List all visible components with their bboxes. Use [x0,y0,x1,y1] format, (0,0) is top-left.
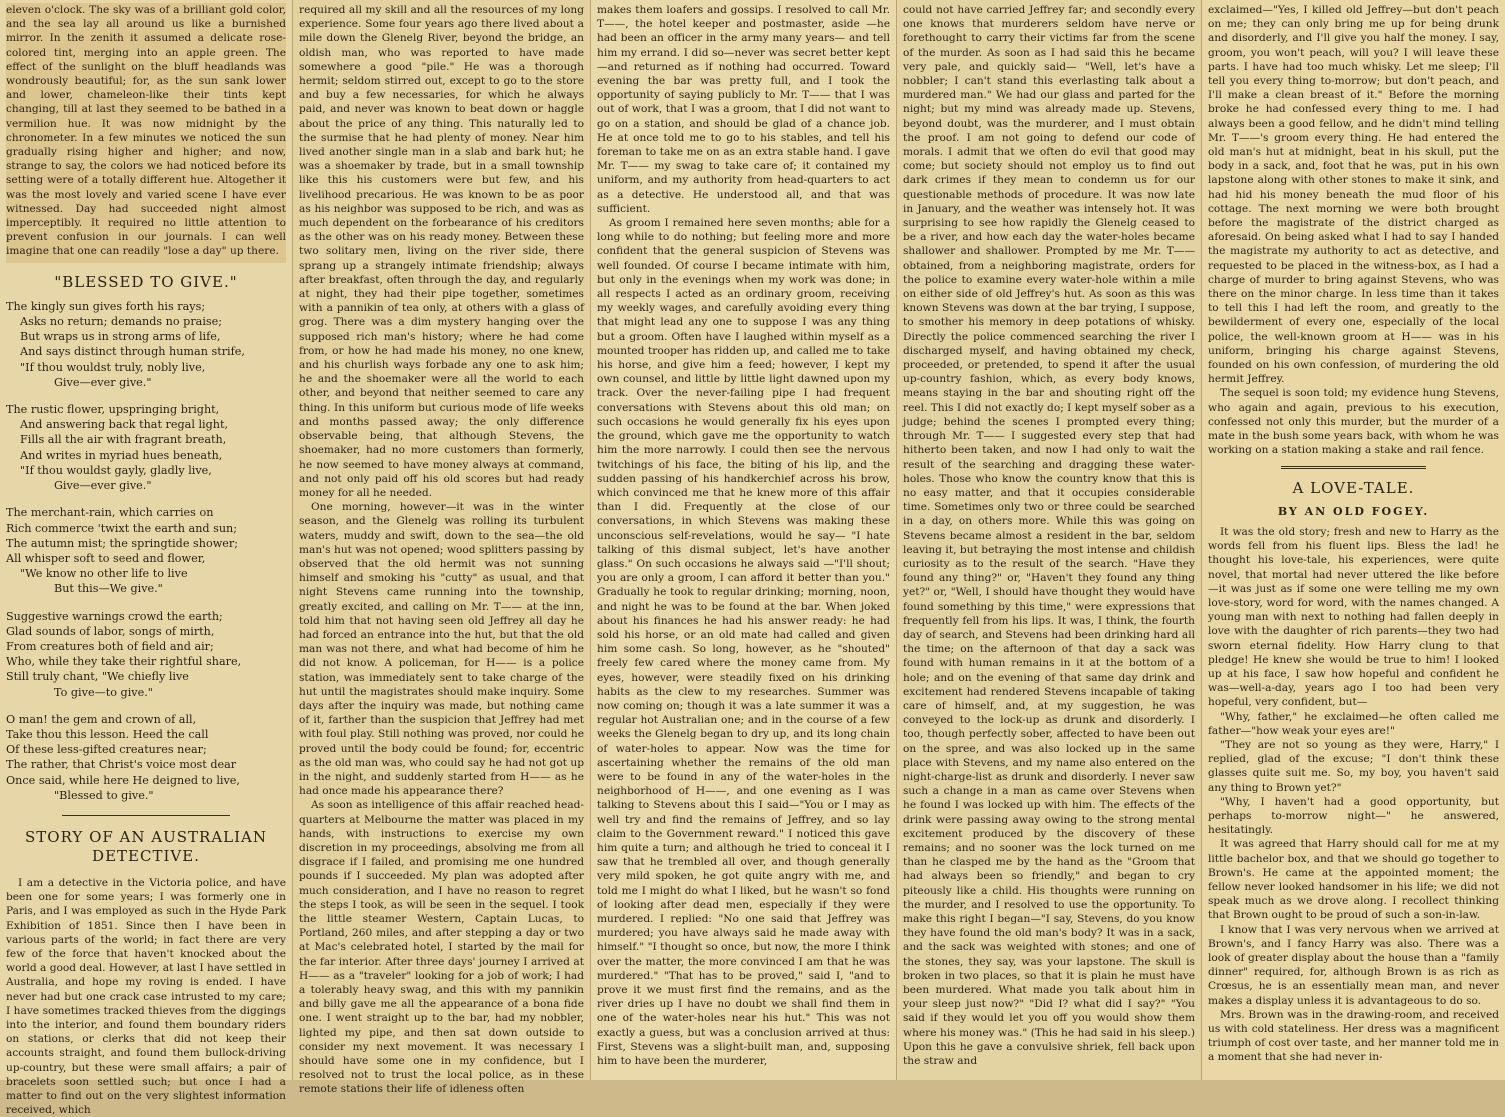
poem-line: Glad sounds of labor, songs of mirth, [6,624,215,638]
poem-line: Take thou this lesson. Heed the call [6,727,209,741]
poem-stanza-3 [6,505,286,596]
poem-line: The kingly sun gives forth his rays; [6,299,206,313]
story-paragraph: The sequel is soon told; my evidence hung Stevens, who again and again, previous to his execution, confessed not only this murder, but the murder of a mate in the bush some years back, with whom he was working on a station making a stake and rail fence. [1208,387,1499,457]
poem-line: Of these less-gifted creatures near; [6,743,207,757]
love-tale-paragraph: It was the old story; fresh and new to Harry as the words fell from his fluent lips. Bless the lad! he thought his love-tale, his experiences, were quite novel, that mortal had never uttered the like before —it was just as if some one were telling me my own love-story, word for word, with the names changed. A young man with next to nothing had fallen deeply in love with the daughter of rich parents—they two had sworn eternal fidelity. How Harry clung to that pledge! He knew she would be true to him! I looked up at his face, I saw how hopeful and confident he was—well-a-day, years ago I too had been very hopeful, very confident, but— [1208,525,1499,709]
poem-line: "If thou wouldst gayly, gladly live, [20,463,212,477]
story-paragraph: One morning, however—it was in the winter season, and the Glenelg was rolling its turbulent waters, muddy and swift, down to the sea—the old man's hut was not opened; wood splitters passing by observed that the old hermit was not sunning himself and smoking his "cutty" as usual, and that night Stevens came running into the township, greatly excited, and calling on Mr. T—— at the inn, told him that not having seen old Jeffrey all day he had forced an entrance into the hut, but that the old man was not there, and what had become of him he did not know. A policeman, for H—— is a police station, was immediately sent to take charge of the hut until the magistrates should make inquiry. Some days after the inquiry was made, but nothing came of it, farther than the suspicion that Jeffrey had met with foul play. Still nothing was proved, nor could he proved until the body could be found; for, eccentric as the old man was, who could say he had not got up in the night, and suddenly started from H—— as he had once made his appearance there? [299,501,584,798]
poem-line: And writes in myriad hues beneath, [20,448,223,462]
love-tale-paragraph: It was agreed that Harry should call for me at my little bachelor box, and that we should go together to Brown's. He came at the appointed moment; the fellow never looked handsomer in his life; we did not speak much as we drove along. I recollect thinking that Brown ought to be proud of such a son-in-law. [1208,838,1499,922]
story-paragraph: As soon as intelligence of this affair reached head-quarters at Melbourne the matter was placed in my hands, with instructions to exercise my own discretion in my proceedings, absolving me from all disgrace if I failed, and promising me one hundred pounds if I succeeded. My plan was adopted after much consideration, and I have no reason to regret the steps I took, as will be seen in the sequel. I took the little steamer Western, Captain Lucas, to Portland, 260 miles, and after stepping a day or two at Mac's celebrated hotel, I started by the mail for the far interior. After three days' journey I arrived at H—— as a "traveler" looking for a job of work; I had a tolerably heavy swag, and this with my pannikin and billy gave me all the appearance of a bona fide one. I went straight up to the bar, had my nobbler, lighted my pipe, and then sat down outside to consider my next movement. It was necessary I should have some one in my confidence, but I resolved not to trust the local police, as in these remote stations their life of idleness often [299,799,584,1096]
story-paragraph: exclaimed—"Yes, I killed old Jeffrey—but don't peach on me; they can only bring me up for being drunk and disorderly, and I'll give you half the money. I say, groom, you won't peach, will you? I will leave these parts. I have had too much whisky. Let me sleep; I'll tell you every thing to-morrow; but don't peach, and I'll make a clean breast of it." Before the morning broke he had confessed every thing to me. I had always been a good fellow, and he didn't mind telling Mr. T——'s groom every thing. He had entered the old man's hut at midnight, beat in his skull, put the body in a sack, and, foot that he was, put in his own lapstone along with other stones to make it sink, and had hid his money beneath the mud floor of his cottage. The next morning we were both brought before the magistrate of the district charged as aforesaid. On being asked what I had to say I handed the magistrate my authority to act as detective, and requested to be placed in the witness-box, as I had a charge of murder to bring against Stevens, who was there on the minor charge. In less time than it takes to tell this I had left the room, and greatly to the bewilderment of every one, especially of the local police, the well-known groom at H—— was in his uniform, bringing his charge against Stevens, founded on his own confession, of murdering the old hermit Jeffrey. [1208,4,1499,386]
love-tale-title: A LOVE-TALE. [1292,478,1415,497]
story-title: STORY OF AN AUSTRALIAN DETECTIVE. [24,827,267,865]
poem-line: Suggestive warnings crowd the earth; [6,609,223,623]
poem-stanza-4 [6,609,286,700]
column-2 [293,0,591,1096]
poem-line: But this—We give." [54,582,163,596]
poem-line: Still truly chant, "We chiefly live [6,670,189,684]
love-tale-paragraph: I know that I was very nervous when we arrived at Brown's, and I fancy Harry was also. There was a look of greater display about the house than a "family dinner" required, for, although Brown is as rich as Crœsus, he is an essentially mean man, and never makes a display unless it is advantageous to do so. [1208,923,1499,1007]
poem-line: "We know no other life to live [20,567,188,581]
poem-line: But wraps us in strong arms of life, [20,330,221,344]
poem-line: Who, while they take their rightful share, [6,655,242,669]
story-paragraph: I am a detective in the Victoria police, and have been one for some years; I was formerly one in Paris, and I was employed as such in the Hyde Park Exhibition of 1851. Since then I have been in various parts of the world; in fact there are very few of the force that haven't knocked about the world a good deal. However, at last I have settled in Australia, and hope my roving is ended. I have never had but one crack case intrusted to my care; I have sometimes tracked thieves from the diggings into the interior, and found them boundary riders on stations, or clerks that did not keep their accounts straight, and found them bullock-driving up-country, but these were small affairs; a pair of bracelets soon settled such; but once I had a matter to find out on the very slightest information received, which [6,876,287,1117]
love-tale-paragraph: "They are not so young as they were, Harry," I replied, glad of the excuse; "I don't think these glasses quite suit me. So, my boy, you haven't said any thing to Brown yet?" [1208,738,1499,794]
poem-line: Rich commerce 'twixt the earth and sun; [6,521,238,535]
poem-stanza-5 [6,712,286,803]
column-3 [591,0,897,1080]
arctic-sunset-text: eleven o'clock. The sky was of a brilliant gold color, and the sea lay all around us like a burnished mirror. In the zenith it assumed a delicate rose-colored tint, merging into an apple green. The effect of the sunlight on the bluff headlands was wondrously beautiful; for, as the sun sank lower and lower, chameleon-like their tints kept changing, till at last they seemed to be bathed in a vermilion hue. It was now midnight by the chronometer. In a few minutes we noticed the sun gradually rising higher and higher; and now, strange to say, the colors we had noticed before its setting were of a totally different hue. Altogether it was the most lovely and varied scene I have ever witnessed. Day had succeeded night almost imperceptibly. It required no little attention to prevent confusion in our journals. I can well imagine that one can readily "lose a day" up there. [6,4,286,258]
poem-line: Give—ever give." [54,375,152,389]
poem-line: Asks no return; demands no praise; [20,315,223,329]
poem-stanza-1 [6,299,286,390]
poem-line: Once said, while here He deigned to live, [6,773,240,787]
love-tale-byline: BY AN OLD FOGEY. [1277,504,1430,518]
section-divider [1281,466,1427,469]
section-divider [62,815,230,816]
poem-line: To give—to give." [54,685,153,699]
poem-line: "If thou wouldst truly, nobly live, [20,360,206,374]
poem-line: All whisper soft to seed and flower, [6,551,206,565]
poem-line: And says distinct through human strife, [20,345,245,359]
story-paragraph: required all my skill and all the resources of my long experience. Some four years ago there lived about a mile down the Glenelg River, beyond the bridge, an oldish man, who was reported to have made somewhere a good "pile." He was a thorough hermit; seldom stirred out, except to go to the store and buy a few necessaries, for which he always paid, and never was known to beat down or haggle about the price of any thing. This naturally led to the surmise that he had plenty of money. Near him lived another single man in a slab and bark hut; he was a shoemaker by trade, but in a small township like this his customers were but few, and his livelihood precarious. He was known to be as poor as his neighbor was supposed to be rich, and was as much dependent on the forbearance of his creditors as the other was on his ready money. Between these two solitary men, living on the river side, there sprang up a strangely intimate friendship; always after breakfast, often through the day, and regularly at night, they had their pipe together, sometimes with a pannikin of tea only, at others with a glass of grog. There was a dim mystery hanging over the supposed rich man's history; where he had come from, or how he had made his money, no one knew, and his churlish ways forbade any one to ask him; he and the shoemaker were all the world to each other, and beyond that neither seemed to care any thing. In this uniform but curious mode of life weeks and months passed away; the only difference observable being, that although Stevens, the shoemaker, had no more customers than formerly, he now seemed to have money always at command, and not only paid off his old scores but had ready money for all he needed. [299,4,584,499]
love-tale-paragraph: "Why, father," he exclaimed—he often called me father—"how weak your eyes are!" [1208,710,1499,737]
love-tale-paragraph: Mrs. Brown was in the drawing-room, and received us with cold stateliness. Her dress was a magnificent triumph of cost over taste, and her manner told me in a moment that she had never in- [1208,1008,1499,1064]
column-5 [1202,0,1505,1080]
poem-line: The merchant-rain, which carries on [6,506,214,520]
column-4 [897,0,1202,1080]
poem-line: From creatures both of field and air; [6,639,214,653]
story-paragraph: could not have carried Jeffrey far; and secondly every one knows that murderers seldom have nerve or forethought to carry their victims far from the scene of the murder. As soon as I had said this he became very pale, and quickly said— "Well, let's have a nobbler; I can't stand this everlasting talk about a murdered man." We had our glass and parted for the night; but my mind was already made up. Stevens, beyond doubt, was the murderer, and I must obtain the proof. I am not going to defend our code of morals. I admit that we often do evil that good may come; but society should not employ us to find out dark crimes if they mean to condemn us for our questionable methods of procedure. It was now late in January, and the weather was intensely hot. It was surprising to see how rapidly the Glenelg ceased to be a river, and how each day the water-holes became shallower and shallower. Prompted by me Mr. T—— obtained, from a neighboring magistrate, orders for the police to examine every water-hole within a mile on either side of old Jeffrey's hut. As soon as this was known Stevens was down at the bar trying, I suppose, to smother his memory in deep potations of whisky. Directly the police commenced searching the river I discharged myself, and having obtained my check, proceeded, or pretended, to spend it after the usual up-country fashion, which, as every body knows, means staying in the bar and shouting right off the reel. This I did not exactly do; I kept myself sober as a judge; behind the scenes I prompted every thing; through Mr. T—— I suggested every step that had hitherto been taken, and now I had only to wait the result of the searching and dragging these water-holes. Those who know the country know that this is no easy matter, and that it occupies considerable time. Sometimes only two or three could be searched in a day, on others more. While this was going on Stevens became almost a resident in the bar, seldom leaving it, but betraying the most intense and childish curiosity as to the result of the search. "Have they found any thing?" or, "Haven't they found any thing yet?" or, "Well, I should have thought they would have found something by this time," were expressions that frequently fell from his lips. It was, I think, the fourth day of search, and Stevens had been drinking hard all the time; on the afternoon of that day a sack was found with human remains in it at the bottom of a hole; and on the evening of that same day drink and excitement had rendered Stevens incapable of taking care of himself, and, at my suggestion, he was conveyed to the lock-up as drunk and disorderly. I too, though perfectly sober, affected to have been out on the spree, and was also locked up in the same place with Stevens, and my name also entered on the night-charge-list as drunk and disorderly. I never saw such a change in a man as came over Stevens when he found I was locked up with him. The effects of the drink were passing away owing to the strong mental excitement produced by the discovery of these remains; and no sooner was the lock turned on me than he clasped me by the hand as the "Groom that had always been so friendly," and began to cry piteously like a child. His thoughts were running on the murder, and I resolved to use the opportunity. To make this right I began—"I say, Stevens, do you know they have found the old man's body? It was in a sack, and the sack was weighted with stones; and one of the stones, they say, was your lapstone. The skull is broken in two places, so that it is plain he must have been murdered. What made you talk about him in your sleep just now?" "Did I? what did I say?" "You said if they would let you off you would show them where his money was." (This he had said in his sleep.) Upon this he gave a convulsive shriek, fell back upon the straw and [903,4,1195,1068]
story-paragraph: makes them loafers and gossips. I resolved to call Mr. T——, the hotel keeper and postmaster, aside —he had been an officer in the army many years— and tell him my errand. I did so—never was secret better kept—and returned as if nothing had occurred. Toward evening the bar was pretty full, and I took the opportunity of saying publicly to Mr. T—— that I was out of work, that I was a groom, that I did not want to go on a station, and should be glad of a chance job. He at once told me to go to his stables, and tell his foreman to take me on as an extra stable hand. I gave Mr. T—— my swag to take care of; it contained my uniform, and my authority from head-quarters to act as a detective. He understood all, and that was sufficient. [597,4,890,215]
poem-line: The rustic flower, upspringing bright, [6,403,220,417]
column-1 [0,0,293,1117]
poem-line: "Blessed to give." [54,788,154,802]
poem-line: The autumn mist; the springtide shower; [6,536,239,550]
poem-stanza-2 [6,402,286,493]
story-paragraph: As groom I remained here seven months; able for a long while to do nothing; but feeling more and more confident that the general suspicion of Stevens was well founded. Of course I became intimate with him, but only in the evenings when my work was done; in all respects I acted as an ordinary groom, receiving my weekly wages, and carefully avoiding every thing that might lead any one to suppose I was any thing but a groom. Often have I laughed within myself as a mounted trooper has ridden up, and called me to take his horse, and give him a feed; however, I kept my own counsel, and little by little light dawned upon my track. Over the never-failing pipe I had frequent conversations with Stevens about this old man; on such occasions he would generally fix his eyes upon the ground, which gave me the opportunity to watch him the more narrowly. I could then see the nervous twitchings of his face, the biting of his lip, and the sudden passing of his handkerchief across his brow, which convinced me that he knew more of this affair than I did. Frequently at the close of our conversations, in which Stevens was making these unconscious self-revelations, would he say— "I hate talking of this dismal subject, let's have another glass." On such occasions he always said —"I'll shout; you are only a groom, I can afford it better than you." Gradually he took to regular drinking; morning, noon, and night he was to be found at the bar. When joked about his finances he had his answer ready: he had sold his horse, or an old mate had called and given him some cash. So long, however, as he "shouted" freely few cared where the money came from. My eyes, however, were steadily fixed on his drinking habits as the clew to my researches. Summer was now coming on; though it was a late summer it was a regular hot Australian one; and in the course of a few weeks the Glenelg began to dry up, and its long chain of water-holes to appear. Now was the time for ascertaining whether the remains of the old man were to be found in any of the water-holes in the neighborhood of H——, and one evening as I was talking to Stevens about this I said—"You or I may as well try and find the remains of Jeffrey, and so lay claim to the Government reward." I noticed this gave him quite a turn; and although he tried to conceal it I saw that he trembled all over, and though generally very mild spoken, he got quite angry with me, and told me I might do what I liked, but he wasn't so fond of looking after dead men, especially if they were murdered. I replied: "No one said that Jeffrey was murdered; you have always said he made away with himself." "I thought so once, but now, the more I think over the matter, the more convinced I am that he was murdered." "That has to be proved," said I, "and to prove it we must first find the remains, and as the river dries up I have no doubt we shall find them in one of the water-holes near his hut." This was not exactly a guess, but was a conclusion arrived at thus: First, Stevens was a slight-built man, and, supposing him to have been the murderer, [597,217,890,1068]
poem-line: And answering back that regal light, [20,418,229,432]
column-1-top-fragment [6,3,286,263]
poem-title: "BLESSED TO GIVE." [54,272,238,291]
poem-line: Give—ever give." [54,479,152,493]
poem-line: Fills all the air with fragrant breath, [20,433,227,447]
poem-line: O man! the gem and crown of all, [6,712,197,726]
love-tale-paragraph: "Why, I haven't had a good opportunity, but perhaps to-morrow night—" he answered, hesitatingly. [1208,795,1499,837]
poem-line: The rather, that Christ's voice most dear [6,758,237,772]
